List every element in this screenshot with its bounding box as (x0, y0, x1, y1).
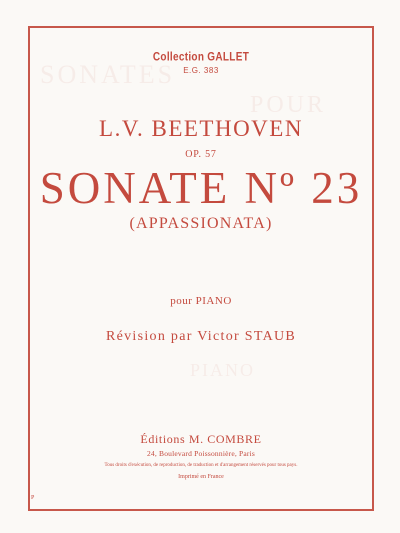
bleed-through-text: SONATES (40, 60, 176, 89)
opus-number: OP. 57 (185, 149, 217, 160)
composer-name: L.V. BEETHOVEN (99, 116, 303, 141)
rights-notice: Tous droits d'exécution, de reproduction, de traduction et d'arrangement réservés pour tous pays. (104, 463, 298, 468)
publisher-address: 24, Boulevard Poissonnière, Paris (146, 449, 256, 458)
corner-mark: P (31, 495, 35, 501)
revision-credit: Révision par Victor STAUB (105, 329, 297, 344)
publisher-name: Éditions M. COMBRE (140, 432, 262, 446)
printed-in-label: Imprimé en France (178, 474, 224, 480)
instrument-label: pour PIANO (170, 295, 232, 307)
bleed-through-text: POUR (250, 92, 327, 118)
work-subtitle: (APPASSIONATA) (129, 215, 273, 232)
catalog-number: E.G. 383 (183, 66, 219, 75)
work-title: SONATE Nº 23 (39, 163, 363, 213)
collection-name: Collection GALLET (152, 51, 250, 64)
bleed-through-text: PIANO (190, 360, 256, 380)
